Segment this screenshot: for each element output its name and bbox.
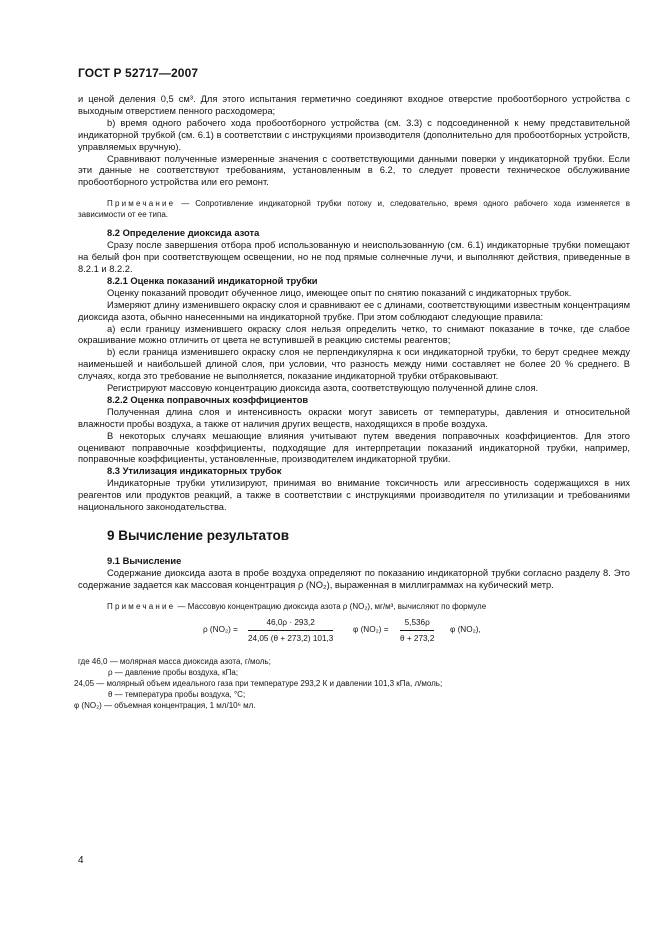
formula-fraction-1 [248,617,333,645]
document-header: ГОСТ Р 52717—2007 [78,66,199,80]
formula-denominator: θ + 273,2 [400,633,435,643]
formula-fraction-2 [400,617,434,645]
paragraph: Регистрируют массовую концентрацию диоксида азота, соответствующую полученной длине слоя. [107,383,539,394]
paragraph: Индикаторные трубки утилизируют, принимая во внимание токсичность или агрессивность содержащихся в них реагентов или продуктов реакций, а также в соответствии с инструкциями производителя по утилизации и требованиями национального законодательства. [78,478,630,513]
formula-rhs: φ (NO₂), [450,624,481,634]
paragraph: и ценой деления 0,5 см³. Для этого испытания герметично соединяют входное отверстие пробоотборного устройства с выходным отверстием пенного расходомера; [78,94,630,116]
formula-numerator: 46,0ρ · 293,2 [248,617,333,631]
note-label: Примечание [107,199,176,209]
paragraph: Содержание диоксида азота в пробе воздуха определяют по показанию индикаторной трубки согласно разделу 8. Это содержание задается как массовая концентрация ρ (NO₂), выраженная в миллиграммах на кубический метр. [78,567,630,590]
definition-item: где 46,0 — молярная масса диоксида азота, г/моль; [78,656,271,666]
page-body [74,94,630,711]
formula-denominator: 24,05 (θ + 273,2) 101,3 [248,633,334,643]
paragraph: Измеряют длину изменившего окраску слоя и сравнивают ее с длинами, соответствующими известным концентрациям диоксида азота, обычно нанесенными на индикаторной трубке. При этом соблюдают следующие правила: [78,299,630,322]
list-item-b: b) если граница изменившего окраску слоя не перпендикулярна к оси индикаторной трубки, то берут среднее между наименьшей и наибольшей длиной слоя, при условии, что разность между ними составляет не более 20 % среднего. В случаях, когда это требование не выполняется, показание индикаторной трубки отбраковывают. [78,347,630,382]
paragraph: Сразу после завершения отбора проб использованную и неиспользованную (см. 6.1) индикаторные трубки помещают на белый фон при соответствующем освещении, но не под прямые солнечные лучи, и выполняют действия, приведенные в 8.2.1 и 8.2.2. [78,240,630,274]
definition-item: θ — температура пробы воздуха, °С; [108,689,246,699]
formula [78,614,630,650]
section-heading-8-2: 8.2 Определение диоксида азота [107,228,260,239]
note-text: — Сопротивление индикаторной трубки потоку и, следовательно, время одного рабочего хода изменяется в зависимости от ее типа. [78,199,630,220]
page-number: 4 [78,855,84,866]
note-label: Примечание [107,601,176,611]
note [78,198,630,220]
paragraph: В некоторых случаях мешающие влияния учитывают путем введения поправочных коэффициентов. Для этого оценивают поправочные коэффициенты, подходящие для интерпретации показаний индикаторной трубки, например, поправочные коэффициенты, установленные, производителем индикаторной трубки. [78,430,630,465]
formula-lhs: ρ (NO₂) = [203,624,238,634]
list-item-b: b) время одного рабочего хода пробоотборного устройства (см. 3.3) с подсоединенной к нему представительной индикаторной трубкой (см. 6.1) в соответствии с инструкциями производителя (дополнительно для пробоотборных устройств, управляемых вручную). [78,117,630,152]
definition-item: ρ — давление пробы воздуха, кПа; [108,667,239,677]
paragraph: Оценку показаний проводит обученное лицо, имеющее опыт по снятию показаний с индикаторных трубок. [107,287,572,298]
section-heading-8-3: 8.3 Утилизация индикаторных трубок [107,466,282,477]
note-text: — Массовую концентрацию диоксида азота ρ (NO₂), мг/м³, вычисляют по формуле [175,601,487,611]
paragraph: Сравнивают полученные измеренные значения с соответствующими данными поверки у индикаторной трубки. Если эти данные не соответствуют требованиям, установленным в 6.2, то следует провести техническое обслуживание пробоотборного устройства или его ремонт. [78,153,630,188]
note [78,601,630,612]
formula-numerator: 5,536ρ [400,617,434,631]
paragraph: Полученная длина слоя и интенсивность окраски могут зависеть от температуры, давления и относительной влажности пробы воздуха, а также от наличия других веществ, находящихся в пробе воздуха. [78,406,630,429]
formula-mid: φ (NO₂) = [353,624,389,634]
definition-item: φ (NO₂) — объемная концентрация, 1 мл/10⁶ мл. [74,700,256,710]
formula-definitions [74,656,630,711]
definition-item: 24,05 — молярный объем идеального газа при температуре 293,2 К и давлении 101,3 кПа, л/моль; [74,678,443,688]
section-heading-8-2-1: 8.2.1 Оценка показаний индикаторной трубки [107,275,318,286]
section-heading-9-1: 9.1 Вычисление [107,555,182,566]
section-heading-8-2-2: 8.2.2 Оценка поправочных коэффициентов [107,394,309,405]
section-heading-9: 9 Вычисление результатов [107,528,290,543]
list-item-a: а) если границу изменившего окраску слоя нельзя определить четко, то снимают показание в точке, где слабое окрашивание можно отличить от цвета не вступившей в реакцию системы реагентов; [78,323,630,346]
